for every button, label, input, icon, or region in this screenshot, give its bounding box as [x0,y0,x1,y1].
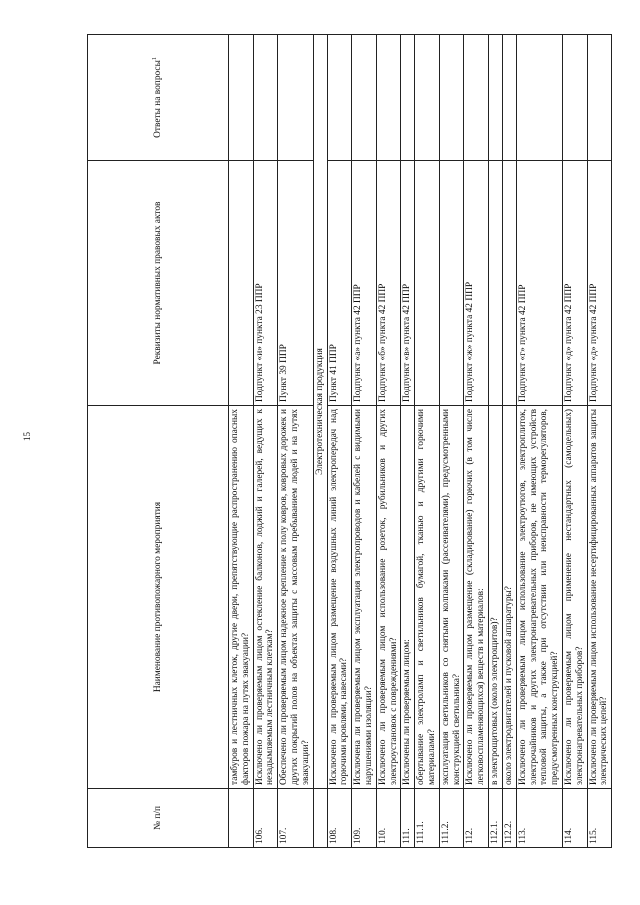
row-num-cell: 112.2. [502,789,516,848]
section-row [313,35,327,848]
row-answer-cell [516,35,562,161]
table-row [327,35,352,848]
row-name-cell: в электрощитовых (около электрощитов)? [489,406,503,789]
row-requisites-cell: Пункт 41 ППР [327,161,352,406]
row-requisites-cell: Подпункт «д» пункта 42 ППР [587,161,612,406]
table-row [439,35,464,848]
header-answers [88,35,229,161]
header-requisites: Реквизиты нормативных правовых актов [88,161,229,406]
row-requisites-cell [439,161,464,406]
table-header-row [88,35,229,848]
row-requisites-cell: Подпункт «а» пункта 42 ППР [352,161,377,406]
row-answer-cell [327,35,352,161]
row-requisites-cell [489,161,503,406]
row-name-cell: Исключено ли проверяемым лицом размещение воздушных линий электропередач над горючими кровлями, навесами? [327,406,352,789]
row-requisites-cell: Подпункт «б» пункта 42 ППР [376,161,401,406]
table-row [464,35,489,848]
header-answers-label: Ответы на вопросы [153,60,164,138]
row-name-cell: Исключено ли проверяемым лицом использование электроутюгов, электроплиток, электрочайников и других электронагревательных приборов, не имеющих устройств тепловой защиты, а также при отсутствии или неисправности терморегуляторов, предусмотренных конструкцией? [516,406,562,789]
table-row [415,35,440,848]
rotated-table-container [87,57,610,848]
row-name-cell: эксплуатация светильников со снятыми колпаками (рассеивателями), предусмотренными конструкцией светильника? [439,406,464,789]
row-name-cell: Исключены ли проверяемым лицом: [401,406,415,789]
row-requisites-cell: Подпункт «г» пункта 42 ППР [516,161,562,406]
row-num-cell [229,789,254,848]
table-row [278,35,313,848]
row-answer-cell [229,35,254,161]
row-answer-cell [489,35,503,161]
row-requisites-cell: Подпункт «ж» пункта 42 ППР [464,161,489,406]
row-requisites-cell [229,161,254,406]
table-row [229,35,254,848]
row-answer-cell [587,35,612,161]
header-answers-footnote: 1 [152,57,159,61]
header-name: Наименование противопожарного мероприятия [88,406,229,789]
table-row [489,35,503,848]
row-name-cell: Исключено ли проверяемым лицом применение нестандартных (самодельных) электронагревательных приборов? [562,406,587,789]
row-num-cell: 112. [464,789,489,848]
row-num-cell: 108. [327,789,352,848]
row-num-cell: 113. [516,789,562,848]
table-row [352,35,377,848]
row-requisites-cell: Подпункт «д» пункта 42 ППР [562,161,587,406]
section-num-cell [313,789,327,848]
row-answer-cell [415,35,440,161]
row-name-cell: около электродвигателей и пусковой аппаратуры? [502,406,516,789]
row-name-cell: обертывание электроламп и светильников бумагой, тканью и другими горючими материалами? [415,406,440,789]
row-name-cell: Исключено ли проверяемым лицом использование несертифицированных аппаратов защиты электрических цепей? [587,406,612,789]
row-num-cell: 106. [253,789,278,848]
row-answer-cell [439,35,464,161]
row-requisites-cell: Подпункт «в» пункта 42 ППР [401,161,415,406]
row-answer-cell [401,35,415,161]
row-num-cell: 115. [587,789,612,848]
row-num-cell: 111.1. [415,789,440,848]
row-num-cell: 112.1. [489,789,503,848]
row-num-cell: 109. [352,789,377,848]
row-num-cell: 114. [562,789,587,848]
row-answer-cell [352,35,377,161]
table-row [516,35,562,848]
page-number: 15 [22,432,32,441]
row-requisites-cell [415,161,440,406]
row-answer-cell [464,35,489,161]
table-row [253,35,278,848]
row-answer-cell [502,35,516,161]
row-name-cell: Исключено ли проверяемым лицом размещение (складирование) горючих (в том числе легковоспламеняющихся) веществ и материалов: [464,406,489,789]
row-name-cell: тамбуров и лестничных клеток, другие двери, препятствующие распространению опасных факторов пожара на путях эвакуации? [229,406,254,789]
table-body [229,35,612,848]
table-row [502,35,516,848]
table-row [376,35,401,848]
row-name-cell: Исключена ли проверяемым лицом эксплуатация электропроводов и кабелей с видимыми нарушениями изоляции? [352,406,377,789]
table-row [587,35,612,848]
row-name-cell: Исключено ли проверяемым лицом использование розеток, рубильников и других электроустановок с повреждениями? [376,406,401,789]
row-answer-cell [376,35,401,161]
section-title: Электротехническая продукция [313,35,327,789]
row-name-cell: Обеспечено ли проверяемым лицом надежное крепление к полу ковров, ковровых дорожек и других покрытий полов на объектах защиты с массовым пребыванием людей и на путях эвакуации? [278,406,313,789]
row-num-cell: 111.2. [439,789,464,848]
row-answer-cell [278,35,313,161]
row-answer-cell [253,35,278,161]
row-num-cell: 111. [401,789,415,848]
row-requisites-cell: Пункт 39 ППР [278,161,313,406]
row-requisites-cell [502,161,516,406]
row-name-cell: Исключено ли проверяемым лицом остекление балконов, лоджий и галерей, ведущих к незадымляемым лестничным клеткам? [253,406,278,789]
fire-safety-checklist-table [87,34,612,848]
table-row [562,35,587,848]
row-num-cell: 110. [376,789,401,848]
header-num: № п/п [88,789,229,848]
row-requisites-cell: Подпункт «и» пункта 23 ППР [253,161,278,406]
row-num-cell: 107. [278,789,313,848]
row-answer-cell [562,35,587,161]
table-row [401,35,415,848]
